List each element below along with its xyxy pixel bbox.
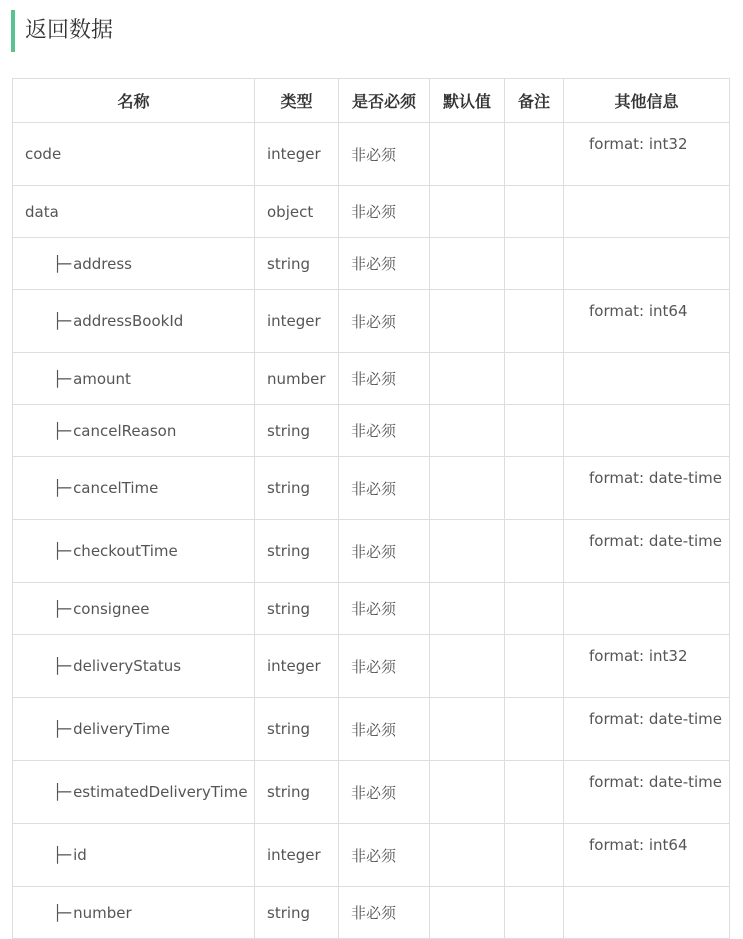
field-name: deliveryStatus [73,657,182,675]
tree-branch-icon: ├─ [53,421,72,440]
field-type-cell: number [255,353,339,405]
field-type-cell: string [255,583,339,635]
field-type-cell: string [255,520,339,583]
field-name-cell [13,405,255,457]
field-name: cancelReason [73,421,177,440]
response-data-table [12,78,730,939]
field-note-cell [505,635,564,698]
field-info-cell [564,887,730,939]
field-type-cell: string [255,761,339,824]
field-required-cell: 非必须 [339,698,430,761]
table-row [13,520,730,583]
tree-branch-icon: ├─ [53,479,72,497]
tree-branch-icon: ├─ [53,720,72,738]
field-default-cell [430,290,505,353]
field-info-cell [564,405,730,457]
header-name: 名称 [13,79,255,123]
table-row [13,698,730,761]
field-note-cell [505,290,564,353]
field-info-cell: format: date-time [564,698,730,761]
tree-branch-icon: ├─ [53,903,72,922]
field-name-cell [13,583,255,635]
field-default-cell [430,520,505,583]
field-default-cell [430,123,505,186]
field-note-cell [505,887,564,939]
table-row [13,635,730,698]
field-required-cell: 非必须 [339,186,430,238]
field-name: estimatedDeliveryTime [73,783,248,801]
field-name-cell [13,290,255,353]
field-required-cell: 非必须 [339,123,430,186]
header-default: 默认值 [430,79,505,123]
field-name: addressBookId [73,312,184,330]
field-default-cell [430,698,505,761]
field-info-cell [564,238,730,290]
table-row [13,405,730,457]
field-type-cell: string [255,698,339,761]
field-type-cell: object [255,186,339,238]
tree-branch-icon: ├─ [53,312,72,330]
field-type-cell: string [255,238,339,290]
field-type-cell: string [255,887,339,939]
field-note-cell [505,238,564,290]
field-note-cell [505,123,564,186]
field-default-cell [430,887,505,939]
field-note-cell [505,457,564,520]
table-row [13,238,730,290]
field-default-cell [430,405,505,457]
field-name-cell [13,698,255,761]
field-name-cell [13,123,255,186]
field-name: number [73,903,132,922]
field-required-cell: 非必须 [339,761,430,824]
field-required-cell: 非必须 [339,887,430,939]
field-note-cell [505,583,564,635]
field-name: checkoutTime [73,542,178,560]
field-required-cell: 非必须 [339,583,430,635]
field-required-cell: 非必须 [339,457,430,520]
field-type-cell: integer [255,290,339,353]
field-default-cell [430,583,505,635]
field-default-cell [430,824,505,887]
field-name-cell [13,887,255,939]
tree-branch-icon: ├─ [53,783,72,801]
field-note-cell [505,698,564,761]
tree-branch-icon: ├─ [53,254,72,273]
field-name: amount [73,369,131,388]
field-required-cell: 非必须 [339,635,430,698]
field-default-cell [430,238,505,290]
field-required-cell: 非必须 [339,290,430,353]
tree-branch-icon: ├─ [53,657,72,675]
field-name: cancelTime [73,479,159,497]
header-type: 类型 [255,79,339,123]
field-name: address [73,254,132,273]
section-title: 返回数据 [11,10,113,52]
field-required-cell: 非必须 [339,353,430,405]
table-row [13,824,730,887]
field-name: deliveryTime [73,720,171,738]
field-default-cell [430,186,505,238]
table-row [13,186,730,238]
table-row [13,583,730,635]
field-name-cell [13,457,255,520]
table-header-row [13,79,730,123]
field-default-cell [430,353,505,405]
field-info-cell: format: date-time [564,520,730,583]
field-note-cell [505,520,564,583]
table-row [13,123,730,186]
field-required-cell: 非必须 [339,824,430,887]
field-name: id [73,846,87,864]
field-default-cell [430,457,505,520]
field-name-cell [13,186,255,238]
field-name-cell [13,353,255,405]
field-type-cell: integer [255,824,339,887]
header-other-info: 其他信息 [564,79,730,123]
table-row [13,353,730,405]
field-name-cell [13,520,255,583]
field-info-cell [564,353,730,405]
table-row [13,887,730,939]
field-name: consignee [73,599,150,618]
field-name-cell [13,824,255,887]
field-name-cell [13,635,255,698]
field-note-cell [505,405,564,457]
field-type-cell: string [255,457,339,520]
table-row [13,290,730,353]
field-required-cell: 非必须 [339,520,430,583]
field-name-cell [13,238,255,290]
field-note-cell [505,824,564,887]
field-type-cell: string [255,405,339,457]
field-required-cell: 非必须 [339,405,430,457]
table-row [13,457,730,520]
field-info-cell: format: int32 [564,635,730,698]
tree-branch-icon: ├─ [53,846,72,864]
field-info-cell: format: date-time [564,457,730,520]
field-info-cell: format: int64 [564,290,730,353]
field-info-cell: format: int64 [564,824,730,887]
header-required: 是否必须 [339,79,430,123]
field-note-cell [505,186,564,238]
field-type-cell: integer [255,123,339,186]
field-info-cell: format: date-time [564,761,730,824]
field-name: code [25,145,62,163]
tree-branch-icon: ├─ [53,369,72,388]
tree-branch-icon: ├─ [53,599,72,618]
field-info-cell: format: int32 [564,123,730,186]
tree-branch-icon: ├─ [53,542,72,560]
field-note-cell [505,353,564,405]
field-default-cell [430,635,505,698]
field-type-cell: integer [255,635,339,698]
field-required-cell: 非必须 [339,238,430,290]
field-info-cell [564,186,730,238]
field-info-cell [564,583,730,635]
header-note: 备注 [505,79,564,123]
table-body [13,123,730,939]
field-name: data [25,202,59,221]
